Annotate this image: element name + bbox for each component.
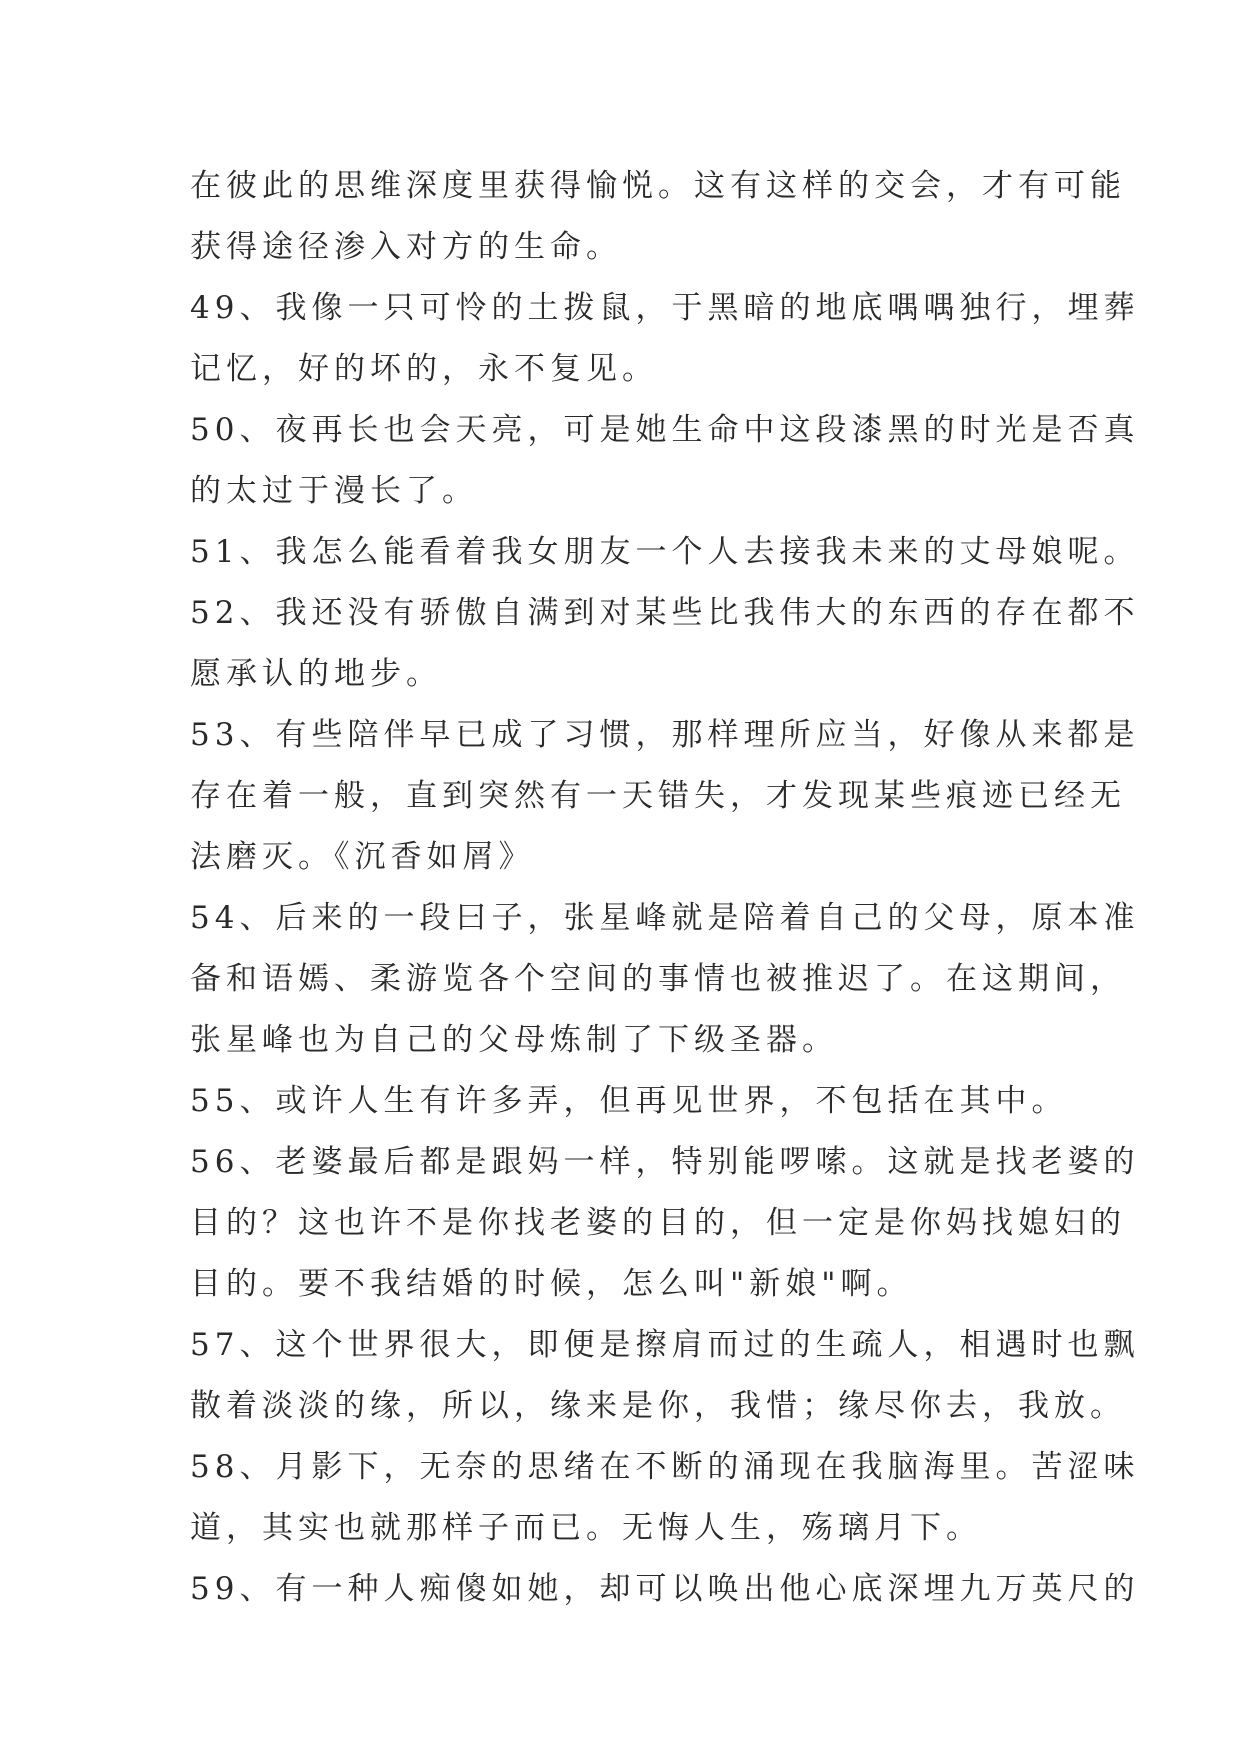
text-line: 59、有一种人痴傻如她，却可以唤出他心底深埋九万英尺的 (190, 1571, 1140, 1607)
document-body (190, 156, 1140, 1620)
text-line: 50、夜再长也会天亮，可是她生命中这段漆黑的时光是否真 (190, 412, 1140, 448)
text-line: 53、有些陪伴早已成了习惯，那样理所应当，好像从来都是 (190, 717, 1140, 753)
text-line: 散着淡淡的缘，所以，缘来是你，我惜；缘尽你去，我放。 (190, 1388, 1126, 1424)
text-line: 法磨灭。《沉香如屑》 (190, 839, 535, 875)
text-line: 目的。要不我结婚的时候，怎么叫"新娘"啊。 (190, 1266, 913, 1302)
text-line: 54、后来的一段曰子，张星峰就是陪着自己的父母，原本准 (190, 900, 1140, 936)
text-line: 56、老婆最后都是跟妈一样，特别能啰嗦。这就是找老婆的 (190, 1144, 1140, 1180)
text-line: 在彼此的思维深度里获得愉悦。这有这样的交会，才有可能 (190, 168, 1126, 204)
text-line: 51、我怎么能看着我女朋友一个人去接我未来的丈母娘呢。 (190, 534, 1140, 570)
text-line: 55、或许人生有许多弄，但再见世界，不包括在其中。 (190, 1083, 1068, 1119)
text-line: 备和语嫣、柔游览各个空间的事情也被推迟了。在这期间， (190, 961, 1126, 997)
text-line: 张星峰也为自己的父母炼制了下级圣器。 (190, 1022, 838, 1058)
text-line: 的太过于漫长了。 (190, 473, 478, 509)
text-line: 57、这个世界很大，即便是擦肩而过的生疏人，相遇时也飘 (190, 1327, 1140, 1363)
text-line: 58、月影下，无奈的思绪在不断的涌现在我脑海里。苦涩味 (190, 1449, 1140, 1485)
text-line: 52、我还没有骄傲自满到对某些比我伟大的东西的存在都不 (190, 595, 1140, 631)
text-line: 获得途径渗入对方的生命。 (190, 229, 622, 265)
text-line: 目的？这也许不是你找老婆的目的，但一定是你妈找媳妇的 (190, 1205, 1126, 1241)
text-line: 存在着一般，直到突然有一天错失，才发现某些痕迹已经无 (190, 778, 1126, 814)
text-line: 愿承认的地步。 (190, 656, 442, 692)
text-line: 记忆，好的坏的，永不复见。 (190, 351, 658, 387)
text-line: 49、我像一只可怜的土拨鼠，于黑暗的地底喁喁独行，埋葬 (190, 290, 1140, 326)
text-line: 道，其实也就那样子而已。无悔人生，殇璃月下。 (190, 1510, 982, 1546)
